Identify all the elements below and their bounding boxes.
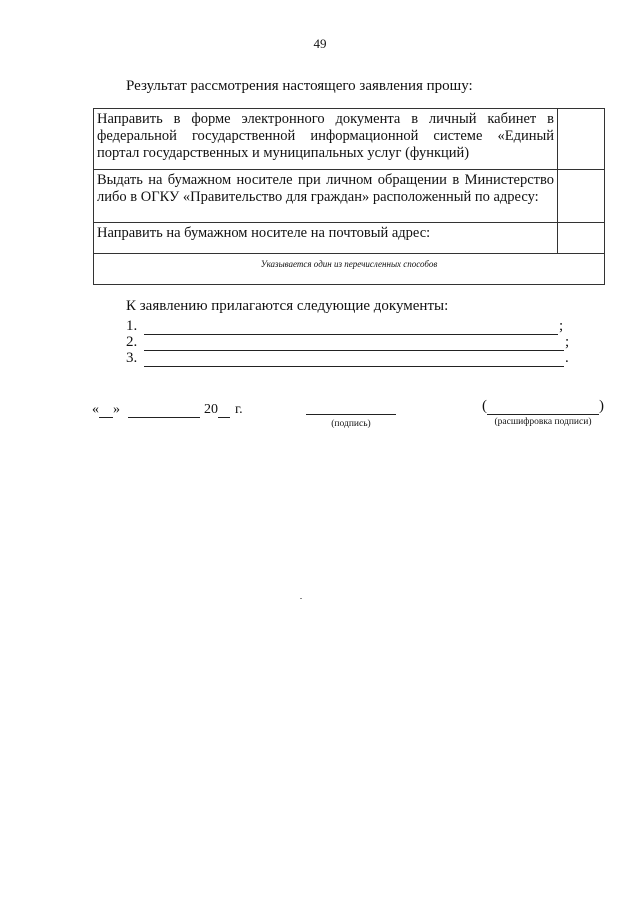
- year-field[interactable]: [218, 403, 230, 418]
- signature-decoding-row: [482, 398, 604, 415]
- option-line: либо в ОГКУ «Правительство для граждан» расположенный по адресу:: [97, 189, 539, 205]
- attachment-line-3: [126, 350, 569, 367]
- signature-caption: (подпись): [331, 419, 371, 429]
- option-checkbox-mail[interactable]: [558, 223, 605, 254]
- scan-speck: [300, 598, 302, 599]
- month-field[interactable]: [128, 403, 200, 418]
- year-suffix: г.: [235, 402, 243, 417]
- option-text-mail: [94, 223, 558, 254]
- option-row-mail: [94, 223, 605, 254]
- option-text-in-person: [94, 170, 558, 223]
- year-prefix: 20: [204, 402, 218, 417]
- options-table: [93, 108, 605, 285]
- option-text-electronic: [94, 109, 558, 170]
- option-line: Направить на бумажном носителе на почтовый адрес:: [97, 225, 431, 241]
- option-line: федеральной государственной информационной системе «Единый: [97, 128, 554, 144]
- attachment-number: 2.: [126, 334, 138, 350]
- page-number: 49: [313, 36, 327, 51]
- signature-decoding-field[interactable]: [487, 400, 599, 415]
- date-row: [92, 402, 243, 418]
- option-line: портал государственных и муниципальных услуг (функций): [97, 145, 470, 161]
- signature-decoding-caption: (расшифровка подписи): [494, 417, 592, 427]
- option-line: Выдать на бумажном носителе при личном обращении в Министерство: [97, 172, 554, 188]
- intro-text: Результат рассмотрения настоящего заявления прошу:: [126, 78, 473, 94]
- attachments-title: К заявлению прилагаются следующие документы:: [126, 298, 449, 314]
- signature-field[interactable]: [306, 400, 396, 415]
- option-checkbox-in-person[interactable]: [558, 170, 605, 223]
- attachment-end: ;: [559, 318, 564, 334]
- options-note-row: [94, 254, 605, 285]
- attachment-end: .: [565, 350, 569, 366]
- decoding-close-paren: ): [599, 398, 604, 414]
- attachment-line-1: [126, 318, 563, 335]
- date-open-quote: «: [92, 402, 99, 417]
- attachment-field[interactable]: [144, 336, 564, 351]
- option-line: Направить в форме электронного документа в личный кабинет в: [97, 111, 554, 127]
- option-row-electronic: [94, 109, 605, 170]
- attachment-field[interactable]: [144, 352, 564, 367]
- options-note: Указывается один из перечисленных способов: [94, 254, 605, 285]
- attachment-number: 1.: [126, 318, 138, 334]
- option-checkbox-electronic[interactable]: [558, 109, 605, 170]
- day-field[interactable]: [99, 403, 113, 418]
- option-row-in-person: [94, 170, 605, 223]
- date-close-quote: »: [113, 402, 120, 417]
- decoding-open-paren: (: [482, 398, 487, 414]
- attachment-field[interactable]: [144, 320, 558, 335]
- attachment-line-2: [126, 334, 569, 351]
- attachment-number: 3.: [126, 350, 138, 366]
- attachment-end: ;: [565, 334, 570, 350]
